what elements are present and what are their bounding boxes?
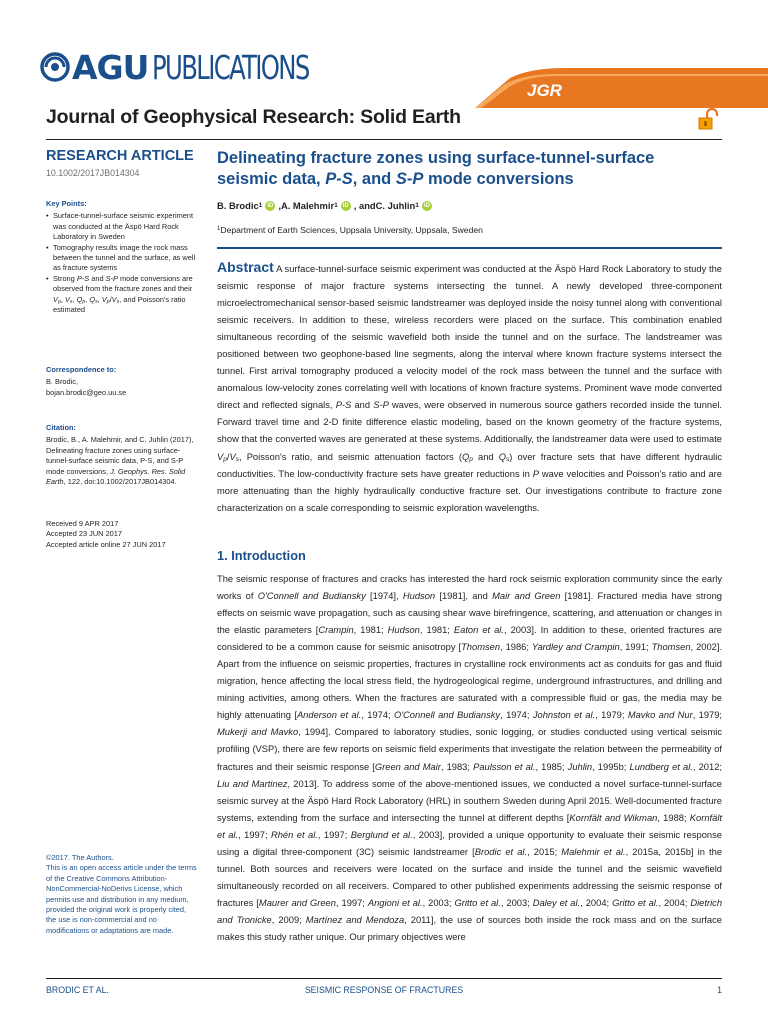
citation-heading: Citation: [46, 423, 76, 432]
author-list: B. Brodic 1 iD , A. Malehmir 1 iD , and C. Juhlin 1 iD [217, 200, 430, 211]
agu-publications-logo [40, 44, 344, 90]
jgr-banner [475, 68, 768, 108]
license-text: This is an open access article under the terms of the Creative Commons Attribution-NonCommercial-NoDerivs License, which permits use and distribution in any medium, provided the original work is properly cited, the use is non-commercial and no modifications or adaptations are made. [46, 863, 197, 935]
page-number: 1 [717, 985, 722, 995]
key-point-text: Strong P-S and S-P mode conversions are observed from the fracture zones and their $V_p$, $V_s$, $Q_p$, $Q_s$, $V_p/V_s$, and Poisson's ratio estimated [53, 273, 193, 315]
license [46, 853, 198, 936]
abstract-heading: Abstract [217, 259, 274, 275]
introduction-heading: 1. Introduction [217, 548, 306, 563]
orcid-icon[interactable]: iD [267, 202, 274, 209]
key-point: • Surface-tunnel-surface seismic experiment was conducted at the Äspö Hard Rock Laboratory in Sweden [46, 211, 198, 242]
doi: 10.1002/2017JB014304 [46, 168, 140, 178]
correspondence-name: B. Brodic, [46, 377, 79, 387]
paper-title: Delineating fracture zones using surface-tunnel-surface seismic data, P-S, and S-P mode conversions [217, 149, 655, 188]
header-rule [46, 139, 722, 140]
footer-authors: BRODIC ET AL. [46, 985, 109, 995]
author-name: A. Malehmir [280, 200, 335, 211]
citation [46, 423, 198, 487]
footer-rule [46, 978, 722, 979]
online-date: Accepted article online 27 JUN 2017 [46, 539, 166, 549]
affiliation: $^1$Department of Earth Sciences, Uppsala University, Uppsala, Sweden [217, 225, 483, 235]
agu-wordmark: AGU [72, 47, 149, 87]
abstract-rule [217, 247, 722, 249]
copyright: ©2017. The Authors. [46, 853, 114, 862]
correspondence-email[interactable]: bojan.brodic@geo.uu.se [46, 387, 127, 397]
publications-wordmark: PUBLICATIONS [152, 47, 310, 87]
key-point [46, 274, 198, 316]
correspondence-heading: Correspondence to: [46, 365, 117, 374]
key-point: • Tomography results image the rock mass between the tunnel and the surface, as well as fracture systems [46, 243, 198, 274]
article-dates [46, 519, 198, 550]
author-name: B. Brodic [217, 200, 259, 211]
accepted-date: Accepted 23 JUN 2017 [46, 529, 123, 539]
key-points-list [46, 211, 198, 315]
orcid-icon[interactable]: iD [423, 202, 430, 209]
orcid-icon[interactable]: iD [342, 202, 349, 209]
footer-running-title: SEISMIC RESPONSE OF FRACTURES [304, 985, 464, 995]
received-date: Received 9 APR 2017 [46, 519, 119, 528]
article-type: RESEARCH ARTICLE [46, 148, 194, 164]
author-name: C. Juhlin [375, 200, 416, 211]
introduction-body: The seismic response of fractures and cracks has interested the hard rock seismic exploration community since the early works of O'Connell and Budiansky [1974], Hudson [1981], and Mair and Green [1981]. Fractured media have strong effects on seismic wave propagation, such as causing shear wave birefringence, scattering, and attenuation or changes in the elastic parameters [Crampin, 1981; Hudson, 1981; Eaton et al., 2003]. In addition to these, oriented fractures are considered to be a common cause for seismic anisotropy [Thomsen, 1986; Yardley and Crampin, 1991; Thomsen, 2002]. Apart from the influence on seismic properties, fractures in crystalline rock environments act as conduits for gas and fluid migration, hence affecting the local stress field, the hydrogeological regime, underground infrastructures, and drilling and mining activities, among others. When the fractures are saturated with a compressible fluid or gas, the media may be highly attenuating [Anderson et al., 1974; O'Connell and Budiansky, 1974; Johnston et al., 1979; Mavko and Nur, 1979; Mukerji and Mavko, 1994]. Compared to laboratory studies, sonic logging, or studies conducted using vertical seismic profiling (VSP), there are few reports on seismic field experiments that investigate the relation between the permeability of fractures and their seismic response [Green and Mair, 1983; Paulsson et al., 1985; Juhlin, 1995b; Lundberg et al., 2012; Liu and Martinez, 2013]. To address some of the above-mentioned issues, we conducted a novel surface-tunnel-surface seismic survey at the Äspö Hard Rock Laboratory (HRL) in southern Sweden during April 2015. Well-documented fracture systems, extending from the surface and intersecting the tunnel at different depths [Kornfält and Wikman, 1988; Kornfält et al., 1997; Rhén et al., 1997; Berglund et al., 2003], provided a unique opportunity to evaluate their seismic response using a digital three-component (3C) seismic landstreamer [Brodic et al., 2015; Malehmir et al., 2015a, 2015b] in the tunnel. Both sources and receivers were located on the surface and inside the tunnel and the seismic wavefield simultaneously recorded on all receivers. Compared to other published experiments addressing the seismic response of fractures [Maurer and Green, 1997; Angioni et al., 2003; Gritto et al., 2003; Daley et al., 2004; Gritto et al., 2004; Dietrich and Tronicke, 2009; Martínez and Mendoza, 2011], the use of sources both inside the rock mass and on the surface makes this study rather unique. Our primary objectives were [217, 574, 723, 942]
open-access-lock-icon [696, 108, 720, 130]
key-points-heading: Key Points: [46, 199, 87, 208]
key-points [46, 199, 198, 315]
citation-text: Brodic, B., A. Malehmir, and C. Juhlin (2017), Delineating fracture zones using surface-tunnel-surface seismic data, P-S, and S-P mode conversions, J. Geophys. Res. Solid Earth, 122, doi:10.1002/2017JB014304. [46, 435, 194, 487]
jgr-badge-text: JGR [527, 81, 562, 100]
abstract: Abstract A surface-tunnel-surface seismic experiment was conducted at the Äspö Hard Rock Laboratory to study the seismic response of major fracture systems intersecting the tunnel. A newly developed three-component microelectromechanical sensor-based seismic landstreamer was deployed inside the noisy tunnel along with conventional seismic receivers. In addition to these, wireless recorders were placed on the surface. This combination enabled simultaneous recording of the seismic wavefield both inside the tunnel and on the surface. The landstreamer was positioned between two geophone-based line segments, along the interval where known fracture systems intersect the tunnel. First arrival tomography produced a velocity model of the rock mass between the tunnel and the surface with anomalous low-velocity zones correlating well with locations of known fracture systems. Prominent wave mode converted direct and reflected signals, P-S and S-P waves, were observed in numerous source gathers recorded inside the tunnel. Forward travel time and 2-D finite difference elastic modeling, based on the known geometry of the fracture systems, show that the converted waves are generated at these systems. Additionally, the landstreamer data were used to estimate $V_p/V_s$, Poisson's ratio, and seismic attenuation factors ($Q_p$ and $Q_s$) over fracture sets that have different hydraulic conductivities. The low-conductivity fracture sets have greater reductions in P wave velocities and Poisson's ratio and are more attenuating than the highly hydraulically conductive fracture set. Our investigations contribute to fracture zone characterization on a scale corresponding to seismic exploration wavelengths. [217, 259, 722, 513]
agu-emblem-icon [40, 52, 70, 82]
journal-title: Journal of Geophysical Research: Solid Earth [46, 106, 461, 128]
correspondence [46, 365, 198, 398]
